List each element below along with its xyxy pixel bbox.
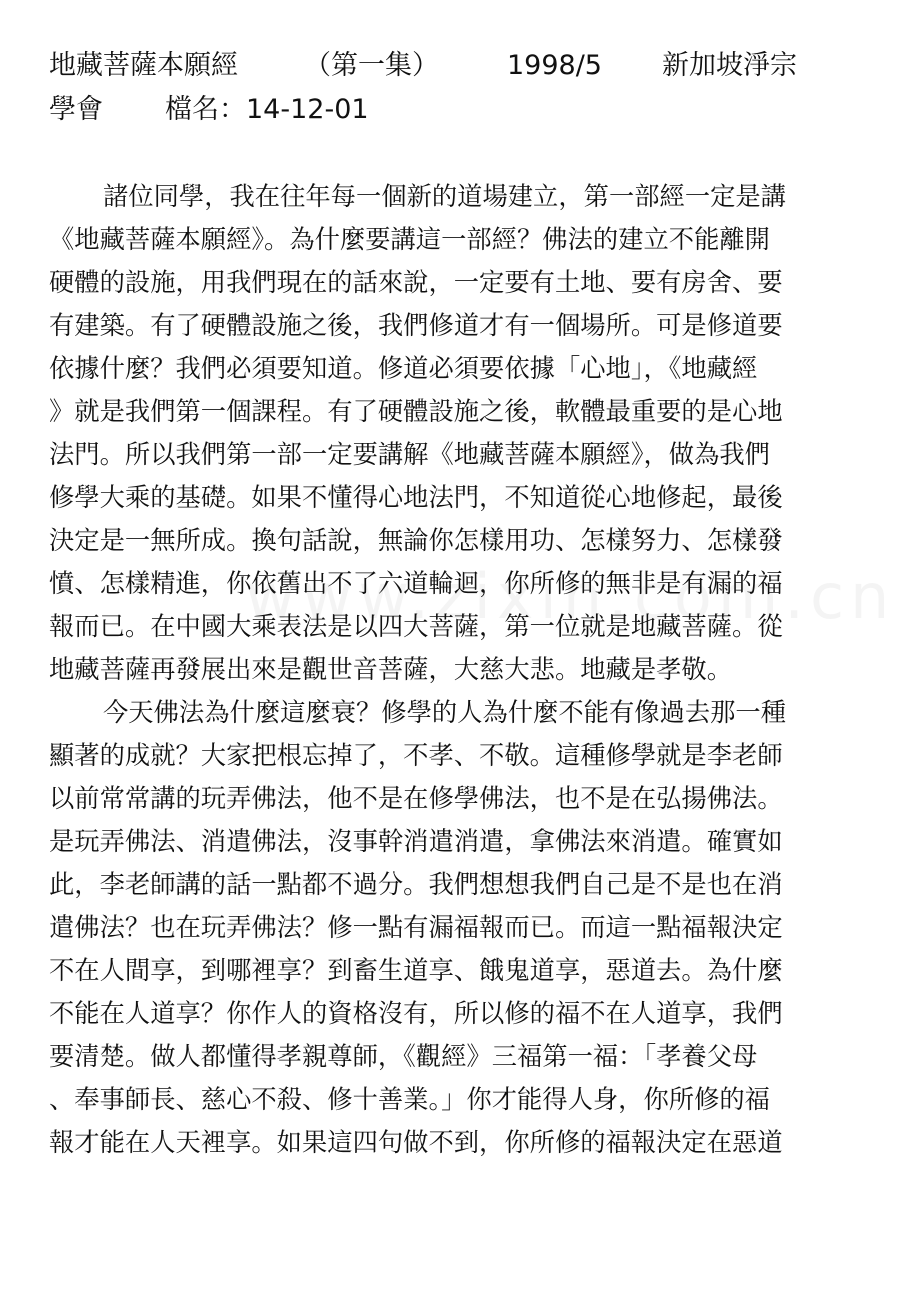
paragraph	[49, 175, 857, 691]
text-line: 報才能在人天裡享。如果這四句做不到，你所修的福報決定在惡道	[49, 1128, 783, 1157]
text-line: 今天佛法為什麼這麼衰？修學的人為什麼不能有像過去那一種	[103, 698, 787, 727]
sutra-title: 地藏菩薩本願經	[49, 50, 238, 81]
text-line: 要清楚。做人都懂得孝親尊師，《觀經》三福第一福：「孝養父母	[49, 1042, 758, 1071]
text-line: 地藏菩薩再發展出來是觀世音菩薩，大慈大悲。地藏是孝敬。	[49, 655, 733, 684]
text-line: 此，李老師講的話一點都不過分。我們想想我們自己是不是也在消	[49, 870, 783, 899]
file-name-label: 檔名：14-12-01	[165, 94, 369, 125]
text-line: 以前常常講的玩弄佛法，他不是在修學佛法，也不是在弘揚佛法。	[49, 784, 783, 813]
text-line: 修學大乘的基礎。如果不懂得心地法門，不知道從心地修起，最後	[49, 483, 783, 512]
organization-name-part1: 新加坡淨宗	[662, 50, 797, 81]
document-body	[49, 175, 857, 1164]
text-line: 決定是一無所成。換句話說，無論你怎樣用功、怎樣努力、怎樣發	[49, 526, 783, 555]
text-line: 不在人間享，到哪裡享？到畜生道享、餓鬼道享，惡道去。為什麼	[49, 956, 783, 985]
text-line: 報而已。在中國大乘表法是以四大菩薩，第一位就是地藏菩薩。從	[49, 612, 783, 641]
text-line: 是玩弄佛法、消遣佛法，沒事幹消遣消遣，拿佛法來消遣。確實如	[49, 827, 783, 856]
header-row-1	[49, 44, 869, 88]
text-line: 有建築。有了硬體設施之後，我們修道才有一個場所。可是修道要	[49, 311, 783, 340]
organization-name-part2: 學會	[49, 94, 103, 125]
text-line: 顯著的成就？大家把根忘掉了，不孝、不敬。這種修學就是李老師	[49, 741, 783, 770]
episode-label: （第一集）	[304, 50, 439, 81]
document-header	[49, 44, 869, 132]
text-line: 不能在人道享？你作人的資格沒有，所以修的福不在人道享，我們	[49, 999, 783, 1028]
text-line: 》就是我們第一個課程。有了硬體設施之後，軟體最重要的是心地	[49, 397, 783, 426]
text-line: 硬體的設施，用我們現在的話來說，一定要有土地、要有房舍、要	[49, 268, 783, 297]
text-line: 憤、怎樣精進，你依舊出不了六道輪迴，你所修的無非是有漏的福	[49, 569, 783, 598]
lecture-date: 1998/5	[507, 50, 602, 81]
text-line: 依據什麼？我們必須要知道。修道必須要依據「心地」，《地藏經	[49, 354, 758, 383]
paragraph	[49, 691, 857, 1164]
text-line: 法門。所以我們第一部一定要講解《地藏菩薩本願經》，做為我們	[49, 440, 770, 469]
text-line: 遣佛法？也在玩弄佛法？修一點有漏福報而已。而這一點福報決定	[49, 913, 783, 942]
text-line: 《地藏菩薩本願經》。為什麼要講這一部經？佛法的建立不能離開	[49, 225, 770, 254]
text-line: 諸位同學，我在往年每一個新的道場建立，第一部經一定是講	[103, 182, 787, 211]
text-line: 、奉事師長、慈心不殺、修十善業。」你才能得人身，你所修的福	[49, 1085, 770, 1114]
header-row-2	[49, 88, 869, 132]
